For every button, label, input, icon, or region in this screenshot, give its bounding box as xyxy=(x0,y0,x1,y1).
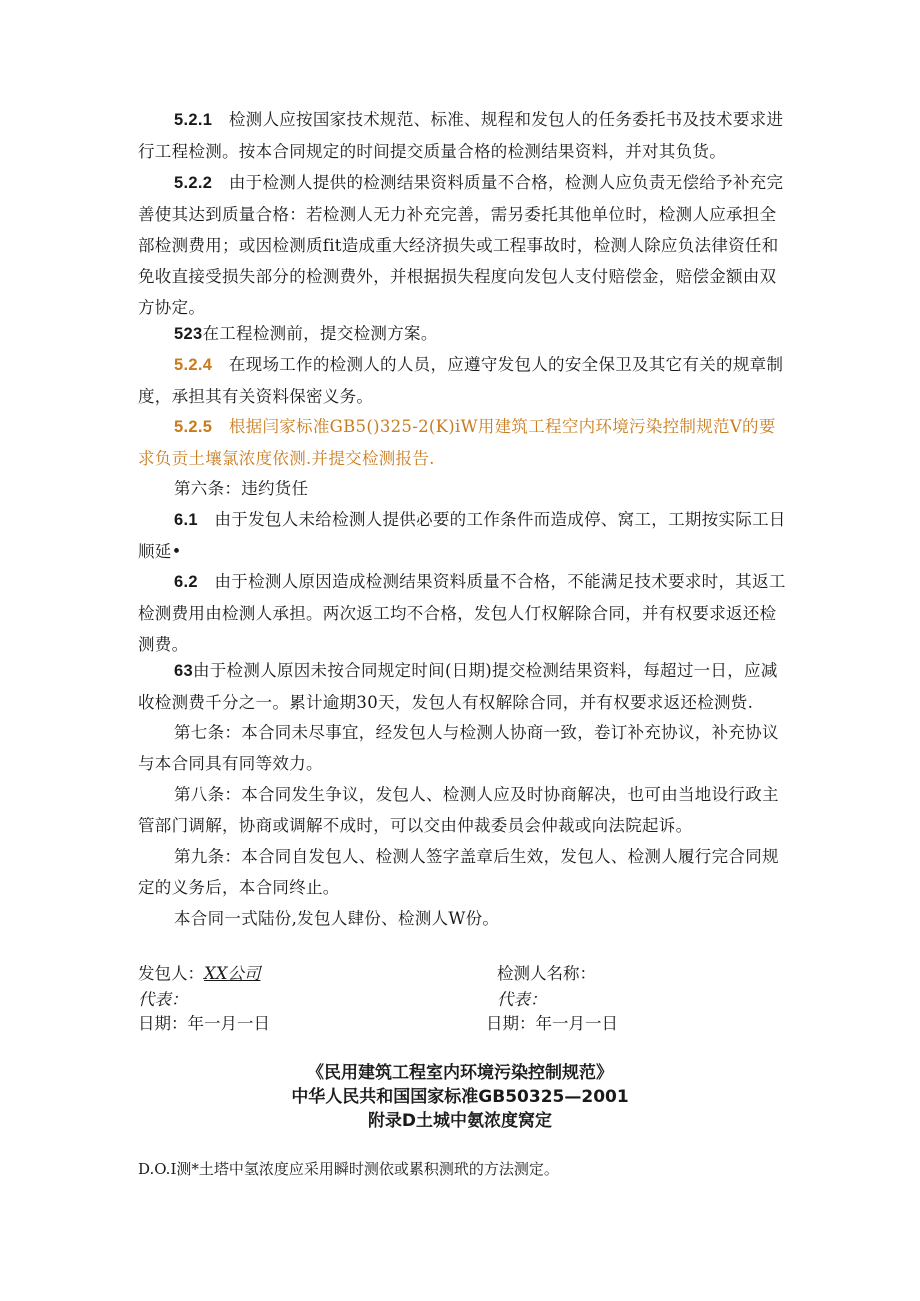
article-text: 第七条：本合同未尽事宜，经发包人与检测人协商一致，卷订补充协议，补充协议与本合同具有同等效力。 xyxy=(138,723,779,773)
appendix-title-line3: 附录D土城中氨浓度窝定 xyxy=(367,1111,553,1131)
clause-number: 6.2 xyxy=(174,573,198,591)
employer-name: XX公司 xyxy=(204,964,261,983)
article-8 xyxy=(138,779,788,841)
clause-6-3 xyxy=(138,655,788,718)
inspector-representative xyxy=(497,988,547,1012)
clause-text: 检测人应按国家技术规范、标准、规程和发包人的任务委托书及技术要求进行工程检测。按本合同规定的时间提交质量合格的检测结果资料，并对其负货。 xyxy=(138,110,784,161)
rep-label: 代表： xyxy=(497,990,547,1009)
clause-5-2-3 xyxy=(138,318,788,350)
clause-number: 6.1 xyxy=(174,511,198,529)
clause-text: 根据闫家标准GB5()325-2(K)iW用建筑工程空内环境污染控制规范V的要求负贡土壤氯浓度依测.并提交检测报告. xyxy=(138,417,776,468)
rep-label: 代表： xyxy=(138,990,188,1009)
clause-number: 5.2.1 xyxy=(174,111,213,129)
clause-text: 在现场工作的检测人的人员，应遵守发包人的安全保卫及其它有关的规章制度，承担其有关资料保密义务。 xyxy=(138,355,784,406)
clause-text: 由于发包人未给检测人提供必要的工作条件而造成停、窝工，工期按实际工日顺延• xyxy=(138,510,786,561)
clause-text: 由于检测人原因造成检测结果资料质量不合格，不能满足技术要求时，其返工检测费用由检测人承担。两次返工均不合格，发包人仃权解除合同，并有权要求返还检测费。 xyxy=(138,572,786,654)
article-text: 第八条：本合同发生争议，发包人、检测人应及时协商解决，也可由当地设行政主管部门调解，协商或调解不成时，可以交由仲裁委员会仲裁或向法院起诉。 xyxy=(138,785,779,835)
clause-5-2-4 xyxy=(138,349,788,412)
clause-5-2-5 xyxy=(138,411,788,474)
inspector-date: 日期：年一月一日 xyxy=(486,1014,618,1033)
copies-clause xyxy=(138,903,788,934)
clause-text: 在工程检测前，提交检测方案。 xyxy=(202,324,438,343)
clause-number: 5.2.4 xyxy=(174,356,213,374)
article-9 xyxy=(138,841,788,903)
clause-number: 63 xyxy=(174,662,193,680)
copies-text: 本合同一式陆份,发包人肆份、检测人W份。 xyxy=(174,909,500,928)
article-text: 第六条：违约货任 xyxy=(174,479,309,498)
employer-label: 发包人： xyxy=(138,964,204,983)
clause-text: 由于检测人提供的检测结果资料质量不合格，检测人应负责无偿给予补充完善使其达到质量合格：若检测人无力补充完善，需另委托其他单位时，检测人应承担全部检测费用；或因检测质fit造成重大经济损失或工程事故时，检测人除应负法律资任和免收直接受损失部分的检测费外，并根据损失程度向发包人支付赔偿金，赔偿金额由双方协定。 xyxy=(138,173,784,317)
article-6-heading xyxy=(138,473,788,504)
employer-line xyxy=(138,962,261,986)
inspector-name-label: 检测人名称： xyxy=(497,964,596,983)
clause-5-2-2 xyxy=(138,167,788,323)
clause-5-2-1 xyxy=(138,104,788,167)
clause-number: 5.2.5 xyxy=(174,418,213,436)
article-text: 第九条：本合同自发包人、检测人签字盖章后生效，发包人、检测人履行完合同规定的义务后，本合同终止。 xyxy=(138,847,779,897)
clause-6-1 xyxy=(138,504,788,567)
clause-text: 由于检测人原因未按合同规定时间(日期)提交检测结果资料，每超过一日，应减收检测费千分之一。累计逾期30天，发包人有权解除合同，并有权要求返还检测赀. xyxy=(138,661,778,712)
employer-representative xyxy=(138,988,188,1012)
employer-date: 日期：年一月一日 xyxy=(138,1014,270,1033)
clause-number: 5.2.2 xyxy=(174,174,213,192)
appendix-title-line2: 中华人民共和国国家标准GB50325—2001 xyxy=(291,1087,629,1107)
clause-6-2 xyxy=(138,566,788,660)
appendix-title-line1: 《民用建筑工程室内环境污染控制规范》 xyxy=(307,1063,613,1083)
article-7 xyxy=(138,717,788,779)
appendix-note: D.O.I测*土塔中氢浓度应采用瞬时测依或累积测玳的方法测定。 xyxy=(138,1160,559,1178)
clause-number: 523 xyxy=(174,325,203,343)
